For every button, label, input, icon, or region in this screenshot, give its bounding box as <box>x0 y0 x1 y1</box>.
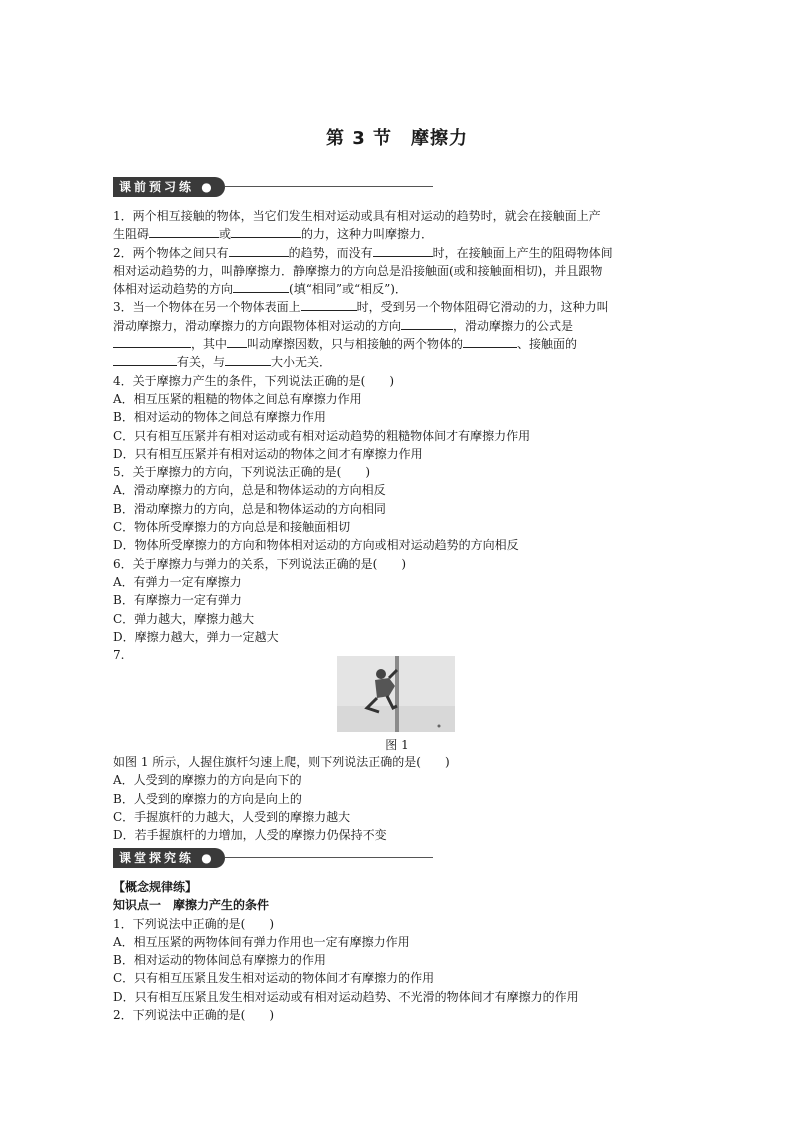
q7-option-d[interactable]: D．若手握旗杆的力增加，人受的摩擦力仍保持不变 <box>113 828 387 843</box>
cw-q1-stem: 1．下列说法中正确的是( ) <box>113 916 274 931</box>
q7-block <box>113 753 693 844</box>
q3-line4: 有关，与 大小无关． <box>113 353 693 371</box>
classwork-questions <box>113 878 693 1024</box>
answer-blank[interactable] <box>149 225 219 238</box>
q6-option-c[interactable]: C．弹力越大，摩擦力越大 <box>113 611 255 626</box>
q7-option-a[interactable]: A．人受到的摩擦力的方向是向下的 <box>113 773 302 788</box>
q1-line1: 1．两个相互接触的物体，当它们发生相对运动或具有相对运动的趋势时，就会在接触面上产 <box>113 209 601 223</box>
answer-blank[interactable] <box>113 353 177 366</box>
q5-option-d[interactable]: D．物体所受摩擦力的方向和物体相对运动的方向或相对运动趋势的方向相反 <box>113 538 519 553</box>
section-tab-classwork: 课堂探究练 ● <box>113 848 225 868</box>
cw-q1-option-c[interactable]: C．只有相互压紧且发生相对运动的物体间才有摩擦力的作用 <box>113 971 435 986</box>
page-title: 第 3 节 摩擦力 <box>325 128 469 149</box>
q4-option-a[interactable]: A．相互压紧的粗糙的物体之间总有摩擦力作用 <box>113 391 362 406</box>
answer-blank[interactable] <box>401 317 453 330</box>
section-label: 课堂探究练 <box>119 851 195 865</box>
q3-line3: ，其中 叫动摩擦因数，只与相接触的两个物体的 、接触面的 <box>113 335 693 353</box>
q7-option-c[interactable]: C．手握旗杆的力越大，人受到的摩擦力越大 <box>113 809 351 824</box>
cw-q1-option-d[interactable]: D．只有相互压紧且发生相对运动或有相对运动趋势、不光滑的物体间才有摩擦力的作用 <box>113 989 579 1004</box>
q6-option-d[interactable]: D．摩擦力越大，弹力一定越大 <box>113 629 279 644</box>
section-header-classwork <box>113 848 433 868</box>
cw-q2-stem: 2．下列说法中正确的是( ) <box>113 1008 274 1023</box>
q1-line2: 生阻碍 或 的力，这种力叫摩擦力． <box>113 227 434 242</box>
q4-stem: 4．关于摩擦力产生的条件，下列说法正确的是( ) <box>113 373 395 388</box>
q4-option-c[interactable]: C．只有相互压紧并有相对运动或有相对运动趋势的粗糙物体间才有摩擦力作用 <box>113 428 531 443</box>
q5-stem: 5．关于摩擦力的方向，下列说法正确的是( ) <box>113 465 370 480</box>
q7-number: 7. <box>113 648 125 663</box>
answer-blank[interactable] <box>225 353 271 366</box>
figure-caption: 图 1 <box>385 738 409 752</box>
cw-q1-option-a[interactable]: A．相互压紧的两物体间有弹力作用也一定有摩擦力作用 <box>113 934 410 949</box>
q2-line2: 相对运动趋势的力，叫静摩擦力．静摩擦力的方向总是沿接触面(或和接触面相切)，并且跟物 <box>113 263 603 278</box>
q4-option-b[interactable]: B．相对运动的物体之间总有摩擦力作用 <box>113 410 326 425</box>
q5-option-b[interactable]: B．滑动摩擦力的方向，总是和物体运动的方向相同 <box>113 501 386 516</box>
preview-questions <box>113 207 693 664</box>
section-tab-preview: 课前预习练 ● <box>113 177 225 197</box>
figure-flagpole-climber <box>337 656 455 732</box>
section-divider <box>225 186 433 187</box>
q4-option-d[interactable]: D．只有相互压紧并有相对运动的物体之间才有摩擦力作用 <box>113 446 423 461</box>
answer-blank[interactable] <box>233 280 289 293</box>
concept-heading: 【概念规律练】 <box>113 880 198 894</box>
section-header-preview <box>113 177 433 197</box>
q6-option-b[interactable]: B．有摩擦力一定有弹力 <box>113 593 242 608</box>
answer-blank[interactable] <box>463 335 517 348</box>
q6-option-a[interactable]: A．有弹力一定有摩擦力 <box>113 574 242 589</box>
q5-option-c[interactable]: C．物体所受摩擦力的方向总是和接触面相切 <box>113 520 351 535</box>
q7-stem: 如图 1 所示，人握住旗杆匀速上爬，则下列说法正确的是( ) <box>113 755 450 769</box>
section-label: 课前预习练 <box>119 180 195 194</box>
climber-illustration <box>337 656 455 732</box>
q6-stem: 6．关于摩擦力与弹力的关系，下列说法正确的是( ) <box>113 556 407 571</box>
q7-option-b[interactable]: B．人受到的摩擦力的方向是向上的 <box>113 791 302 806</box>
section-divider <box>225 857 433 858</box>
answer-blank[interactable] <box>231 225 301 238</box>
q2-line3: 体相对运动趋势的方向 (填“相同”或“相反”)． <box>113 282 407 297</box>
answer-blank[interactable] <box>113 335 191 348</box>
knowledge-point-1: 知识点一 摩擦力产生的条件 <box>113 898 270 913</box>
q3-line2: 滑动摩擦力，滑动摩擦力的方向跟物体相对运动的方向 ，滑动摩擦力的公式是 <box>113 318 574 333</box>
answer-blank[interactable] <box>227 335 247 348</box>
q2-line1: 2．两个物体之间只有 的趋势，而没有 时，在接触面上产生的阻碍物体间 <box>113 245 613 260</box>
q5-option-a[interactable]: A．滑动摩擦力的方向，总是和物体运动的方向相反 <box>113 483 386 498</box>
answer-blank[interactable] <box>373 244 433 257</box>
answer-blank[interactable] <box>229 244 289 257</box>
cw-q1-option-b[interactable]: B．相对运动的物体间总有摩擦力的作用 <box>113 953 326 968</box>
answer-blank[interactable] <box>301 298 357 311</box>
q3-line1: 3．当一个物体在另一个物体表面上 时，受到另一个物体阻碍它滑动的力，这种力叫 <box>113 300 609 315</box>
